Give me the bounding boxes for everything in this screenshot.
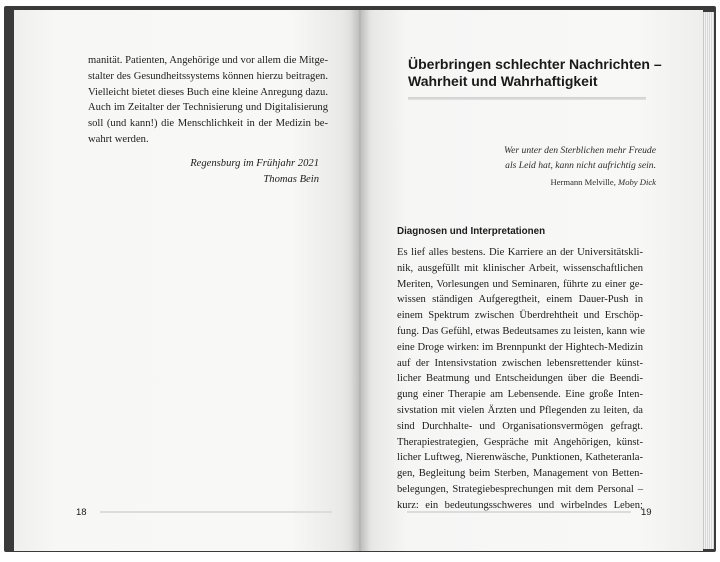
epigraph-author: Hermann Melville, (550, 177, 616, 187)
epigraph-work: Moby Dick (618, 177, 656, 187)
text-line: auf der Intensivstation zwischen lebensrettender künst- (397, 357, 643, 369)
signature-name: Thomas Bein (263, 173, 319, 185)
text-line: belegungen, Strategiebesprechungen mit dem Personal – (397, 483, 643, 495)
chapter-title-line: Wahrheit und Wahrhaftigkeit (408, 73, 598, 89)
chapter-title-line: Überbringen schlechter Nachrichten – (408, 56, 662, 72)
page-edges (703, 12, 714, 549)
text-line: Es lief alles bestens. Die Karriere an der Universitätskli- (397, 247, 643, 258)
text-line: einem Spektrum zwischen Überdrehtheit und Erschöp- (397, 310, 643, 322)
epigraph-line: als Leid hat, kann nicht aufrichtig sein. (505, 160, 656, 171)
text-line: manität. Patienten, Angehörige und vor allem die Mitge- (88, 55, 328, 66)
text-line: gen, Begleitung beim Sterben, Management von Betten- (397, 468, 643, 480)
text-line: gung einer Therapie am Lebensende. Eine große Inten- (397, 389, 643, 401)
signature (190, 156, 319, 188)
text-line: soll (und kann!) die Menschlichkeit in der Medizin be- (88, 118, 328, 130)
text-line: Auch im Zeitalter der Technisierung und Digitalisierung (88, 102, 328, 114)
page-number-left: 18 (76, 507, 87, 518)
left-paragraph (88, 53, 328, 148)
title-underline (408, 97, 646, 100)
text-line: eine Droge wirken: im Brennpunkt der Hightech-Medizin (397, 341, 643, 353)
footer-rule-left (100, 511, 332, 513)
text-line: Therapiestrategien, Gespräche mit Angehörigen, künst- (397, 436, 643, 448)
epigraph-line: Wer unter den Sterblichen mehr Freude (504, 145, 656, 156)
epigraph (504, 143, 656, 173)
signature-place: Regensburg im Frühjahr 2021 (190, 158, 319, 169)
page-number-right: 19 (641, 507, 652, 518)
text-line: Meriten, Vorlesungen und Seminaren, führte zu einer ge- (397, 278, 643, 290)
right-page (359, 10, 703, 551)
text-line: licher Beatmung und Entscheidungen über die Beendi- (397, 373, 643, 385)
epigraph-source (551, 176, 657, 188)
chapter-title (408, 56, 662, 90)
text-line: sivstation mit vielen Ärzten und Pflegenden zu leiten, da (397, 404, 643, 416)
right-paragraph (397, 245, 646, 514)
text-line: fung. Das Gefühl, etwas Bedeutsames zu leisten, kann wie (397, 325, 646, 337)
text-line: kurz: ein bedeutungsschweres und wirbelndes Leben; (397, 499, 643, 511)
text-line: wahrt werden. (88, 133, 149, 145)
text-line: wissen ständigen Aufgeregtheit, einem Dauer-Push in (397, 294, 643, 306)
text-line: Vielleicht bietet dieses Buch eine kleine Anregung dazu. (88, 86, 328, 98)
section-heading: Diagnosen und Interpretationen (397, 226, 546, 237)
left-page (14, 10, 359, 551)
text-line: sind Durchhalte- und Organisationsvermögen gefragt. (397, 420, 643, 432)
footer-rule-right (407, 511, 631, 513)
text-line: licher Luftweg, Nierenwäsche, Punktionen, Katheteranla- (397, 452, 643, 464)
text-line: nik, ausgefüllt mit klinischer Arbeit, wissenschaftlichen (397, 262, 643, 274)
text-line: stalter des Gesundheitssystems können hierzu beitragen. (88, 70, 328, 82)
